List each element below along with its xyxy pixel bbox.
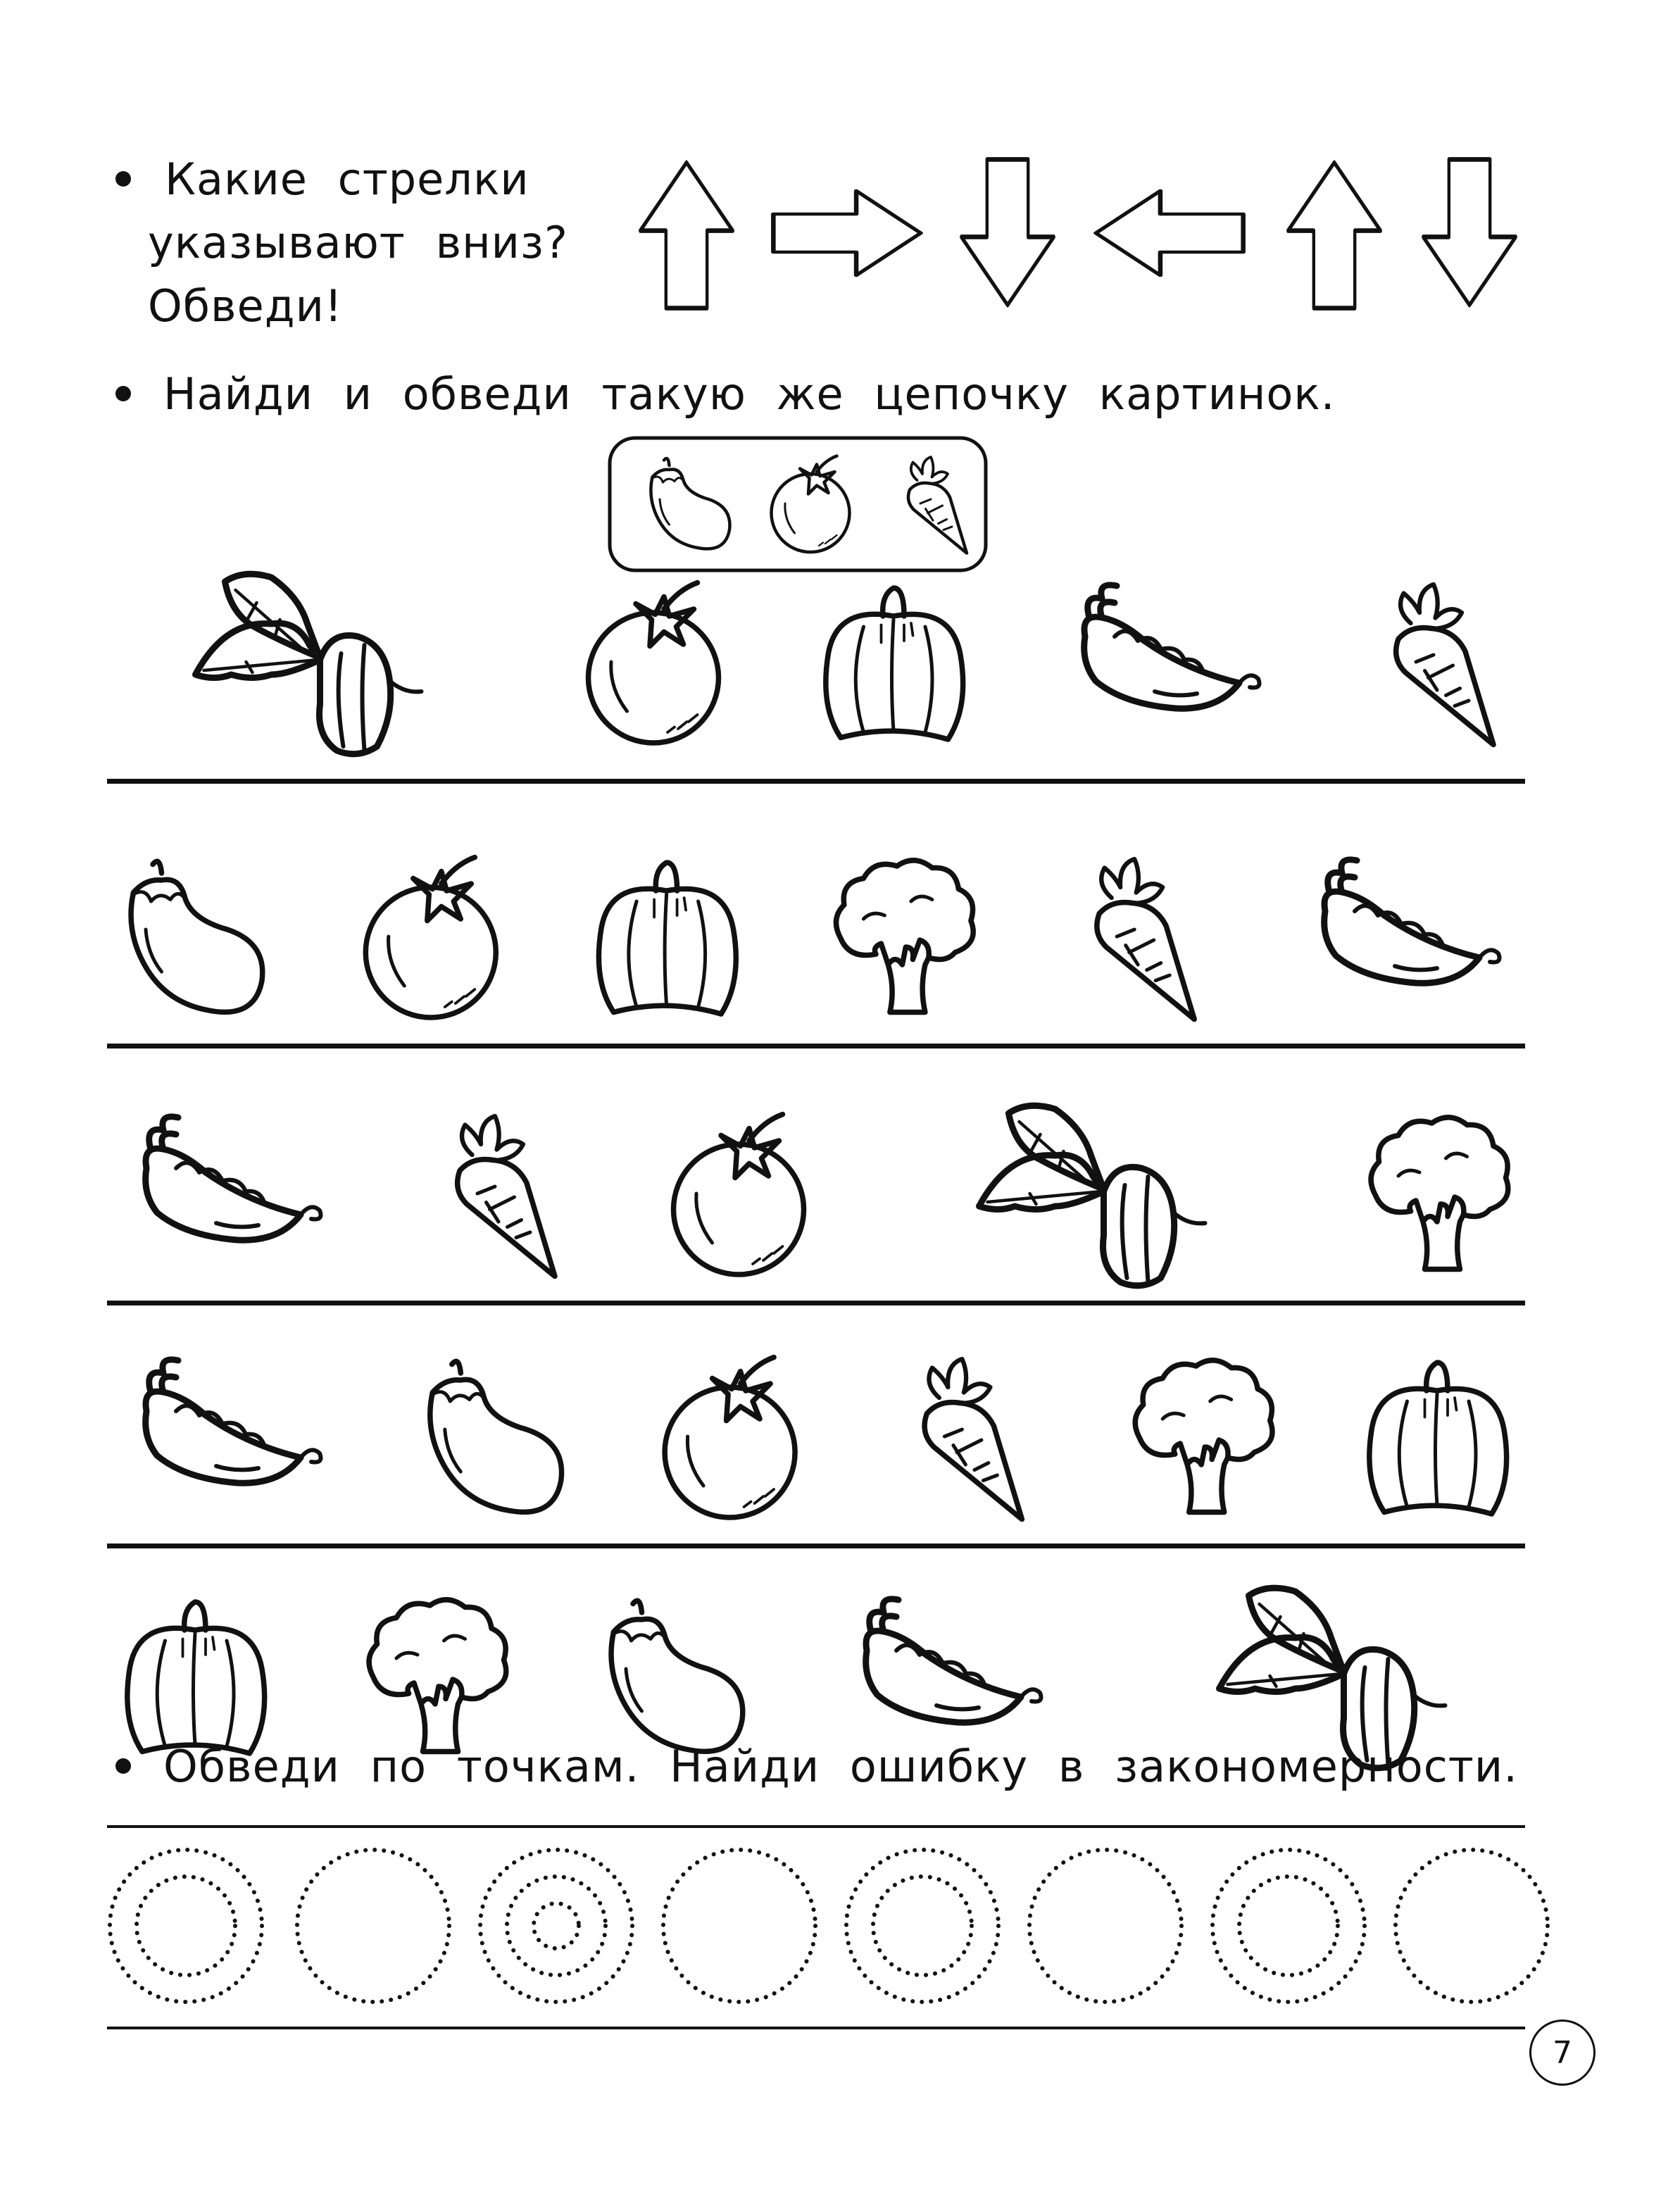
broccoli-icon xyxy=(1135,1360,1272,1513)
carrot-icon xyxy=(1396,584,1493,745)
dotted-circle[interactable] xyxy=(1029,1850,1181,2002)
up-arrow-icon xyxy=(640,163,732,308)
eggplant-icon xyxy=(651,458,729,549)
carrot-icon xyxy=(1097,859,1194,1020)
broccoli-icon xyxy=(1371,1117,1508,1270)
pumpkin-icon xyxy=(1369,1363,1507,1514)
peapod-icon xyxy=(1084,585,1260,708)
carrot-icon xyxy=(908,457,967,553)
task-arrows-line3: Обведи! xyxy=(148,280,343,332)
eggplant-icon xyxy=(430,1361,562,1512)
eggplant-icon xyxy=(131,861,263,1012)
carrot-icon xyxy=(924,1359,1022,1520)
tomato-icon xyxy=(589,583,719,744)
carrot-icon xyxy=(458,1116,555,1277)
broccoli-icon xyxy=(836,860,973,1013)
dotted-circle[interactable] xyxy=(110,1850,262,2002)
tomato-icon xyxy=(772,456,850,553)
peapod-icon xyxy=(1324,860,1500,983)
broccoli-icon xyxy=(369,1600,506,1752)
dotted-circle[interactable] xyxy=(1396,1850,1548,2002)
beet-icon xyxy=(1220,1588,1446,1768)
peapod-icon xyxy=(866,1599,1041,1722)
right-arrow-icon xyxy=(773,191,920,275)
task-chain-text: Найди и обведи такую же цепочку картинок. xyxy=(163,368,1336,420)
dotted-circle[interactable] xyxy=(480,1850,632,2002)
tomato-icon xyxy=(665,1358,795,1518)
peapod-icon xyxy=(146,1360,321,1483)
dotted-circle[interactable] xyxy=(846,1850,998,2002)
task-dots-text: Обведи по точкам. Найди ошибку в закономерности. xyxy=(163,1741,1518,1792)
pumpkin-icon xyxy=(826,588,963,739)
task-arrows-line1: Какие стрелки xyxy=(165,154,529,205)
eggplant-icon xyxy=(611,1601,743,1751)
peapod-icon xyxy=(146,1117,321,1240)
page-number: 7 xyxy=(1529,2020,1596,2086)
beet-icon xyxy=(196,574,422,754)
down-arrow-icon xyxy=(961,159,1053,305)
up-arrow-icon xyxy=(1288,163,1380,308)
pumpkin-icon xyxy=(598,863,736,1014)
left-arrow-icon xyxy=(1096,191,1243,275)
tomato-icon xyxy=(674,1115,804,1275)
tomato-icon xyxy=(365,858,496,1018)
dotted-circle[interactable] xyxy=(297,1850,449,2002)
down-arrow-icon xyxy=(1423,159,1515,305)
pumpkin-icon xyxy=(127,1602,265,1753)
dotted-circle[interactable] xyxy=(663,1850,815,2002)
task-arrows-line2: указывают вниз? xyxy=(148,217,568,268)
beet-icon xyxy=(979,1106,1205,1286)
dotted-circle[interactable] xyxy=(1212,1850,1365,2002)
